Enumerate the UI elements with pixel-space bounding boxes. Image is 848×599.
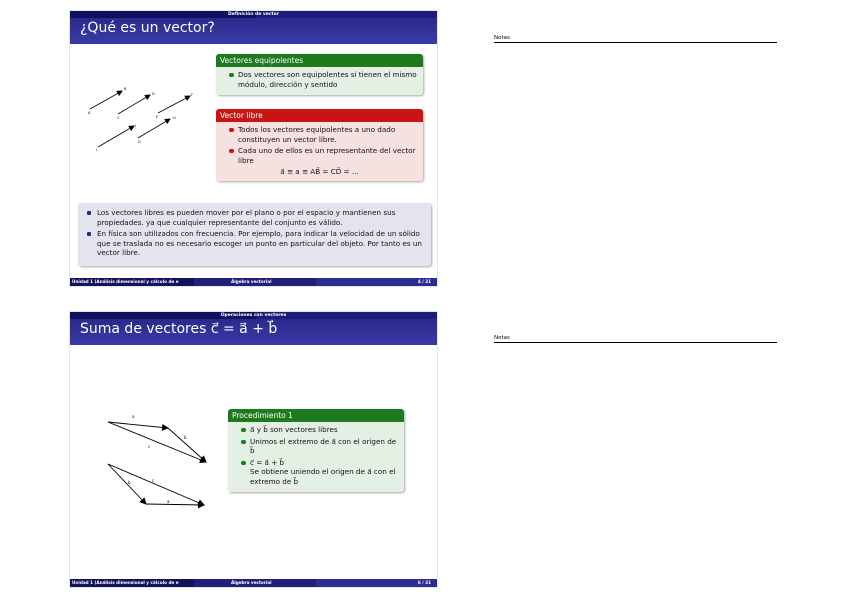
bullet-icon [241, 440, 246, 444]
bullet-icon [241, 428, 246, 432]
bullet-icon [229, 128, 234, 132]
triangle-label: a [132, 414, 135, 419]
footer-topic: Álgebra vectorial [231, 279, 272, 284]
vector-label: H [173, 116, 176, 120]
vector-label: E [156, 115, 159, 119]
footer-unit: Unidad 1 (Análisis dimensional y cálculo de e [72, 580, 179, 585]
free-vector-formula: a⃗ ≡ a ≡ AB⃗ = CD⃗ = ... [280, 167, 359, 176]
section-title: Definición de vector [228, 12, 279, 17]
list-item: En física son utilizados con frecuencia. Por ejemplo, para indicar la velocidad de un sólido que se traslada no es necesario escoger un punto en particular del objeto. Por tanto es un vector libre. [84, 229, 425, 258]
footer-unit: Unidad 1 (Análisis dimensional y cálculo de e [72, 279, 179, 284]
slide-title: Suma de vectores c⃗ = a⃗ + b⃗ [80, 321, 278, 337]
notes-label: Notas [494, 335, 510, 341]
vector-label: B [124, 87, 127, 91]
footer-page-number: 4 / 31 [417, 279, 431, 284]
slide-1 [70, 11, 437, 286]
block-equipollent-vectors [216, 54, 423, 95]
footer-page-number: 6 / 31 [417, 580, 431, 585]
vector-label: G [138, 140, 141, 144]
list-item: Los vectores libres es pueden mover por el plano o por el espacio y mantienen sus propiedades. ya que cualquier representante del conjunto es válido. [84, 208, 425, 227]
list-item: Todos los vectores equipolentes a uno dado constituyen un vector libre. [221, 125, 418, 144]
list-item: c⃗ = a⃗ + b⃗ Se obtiene uniendo el origen de a⃗ con el extremo de b⃗ [233, 458, 399, 487]
notes-line [494, 35, 777, 43]
vector-label: J [135, 124, 137, 128]
list-item: Cada uno de ellos es un representante del vector libre [221, 146, 418, 165]
slide-2 [70, 312, 437, 587]
triangle-label: b [128, 480, 131, 485]
notes-label: Notas [494, 35, 510, 41]
triangle-label: c [152, 478, 155, 483]
sum-triangle-2 [108, 464, 204, 505]
block-title: Vector libre [216, 109, 423, 122]
bullet-icon [241, 461, 246, 465]
bullet-icon [229, 149, 234, 153]
section-title: Operaciones con vectores [220, 313, 287, 318]
vector-label: C [117, 116, 120, 120]
vector-label: F [191, 93, 194, 97]
list-item: Unimos el extremo de a⃗ con el origen de b⃗ [233, 437, 399, 456]
sum-triangle-1 [108, 422, 206, 462]
block-title: Procedimiento 1 [228, 409, 404, 422]
slide-title: ¿Qué es un vector? [80, 20, 215, 36]
slide-footer [70, 278, 437, 286]
block-free-vector-notes [78, 203, 431, 266]
triangle-label: c [148, 444, 151, 449]
vector-label: A [88, 111, 91, 115]
footer-topic: Álgebra vectorial [231, 580, 272, 585]
block-title: Vectores equipolentes [216, 54, 423, 67]
block-free-vector [216, 109, 423, 181]
notes-line [494, 335, 777, 343]
bullet-icon [229, 73, 234, 77]
bullet-icon [87, 232, 91, 236]
vector-label: D [152, 92, 155, 96]
list-item: Dos vectores son equipolentes si tienen el mismo módulo, dirección y sentido [221, 70, 418, 89]
vector-label: I [96, 148, 98, 152]
triangle-label: b [184, 435, 187, 440]
block-procedure-1 [228, 409, 404, 492]
triangle-label: a [167, 499, 170, 504]
bullet-icon [87, 211, 91, 215]
list-item: a⃗ y b⃗ son vectores libres [233, 425, 399, 435]
slide-footer [70, 579, 437, 587]
